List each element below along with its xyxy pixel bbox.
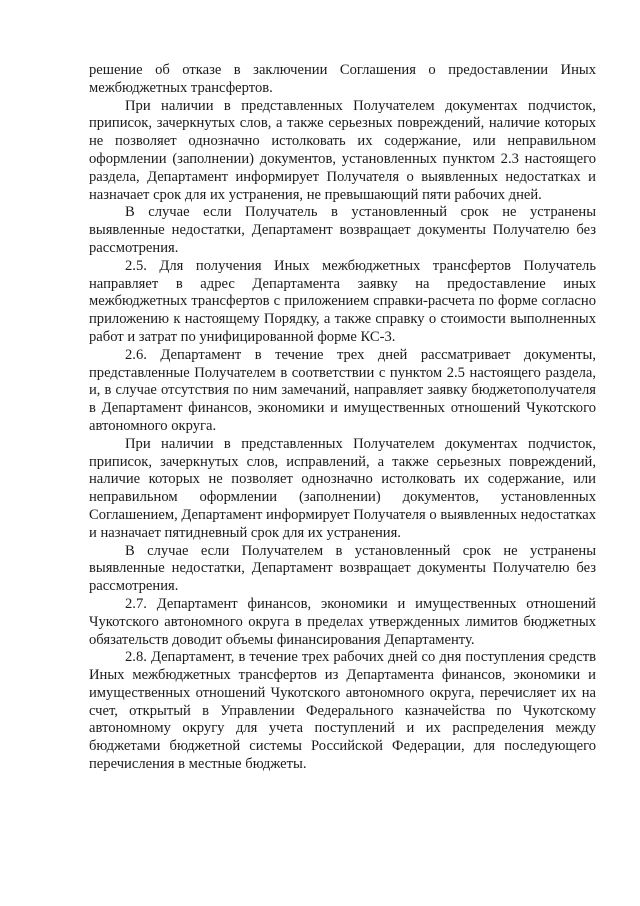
- paragraph-section-2-6: 2.6. Департамент в течение трех дней рассматривает документы, представленные Получателем в соответствии с пунктом 2.5 настоящего раздела, и, в случае отсутствия по ним замечаний, направляет заявку бюджетополучателя в Департамент финансов, экономики и имущественных отношений Чукотского автономного округа.: [89, 346, 596, 434]
- paragraph-section-2-5: 2.5. Для получения Иных межбюджетных трансфертов Получатель направляет в адрес Департамента заявку на предоставление иных межбюджетных трансфертов с приложением справки-расчета по форме согласно приложению к настоящему Порядку, а также справку о стоимости выполненных работ и затрат по унифицированной форме КС-3.: [89, 257, 596, 345]
- document-page: [89, 62, 596, 774]
- paragraph-return-documents-2: В случае если Получателем в установленный срок не устранены выявленные недостатки, Департамент возвращает документы Получателю без рассмотрения.: [89, 542, 596, 595]
- paragraph-defects-five-days: При наличии в представленных Получателем документах подчисток, приписок, зачеркнутых слов, исправлений, а также серьезных повреждений, наличие которых не позволяет однозначно истолковать их содержание, или неправильном оформлении (заполнении) документов, установленных Соглашением, Департамент информирует Получателя о выявленных недостатках и назначает пятидневный срок для их устранения.: [89, 435, 596, 541]
- paragraph-refusal-decision: решение об отказе в заключении Соглашения о предоставлении Иных межбюджетных трансфертов.: [89, 62, 596, 96]
- paragraph-document-defects: При наличии в представленных Получателем документах подчисток, приписок, зачеркнутых слов, а также серьезных повреждений, наличие которых не позволяет однозначно истолковать их содержание, или неправильном оформлении (заполнении) документов, установленных пунктом 2.3 настоящего раздела, Департамент информирует Получателя о выявленных недостатках и назначает срок для их устранения, не превышающий пяти рабочих дней.: [89, 97, 596, 203]
- paragraph-return-documents: В случае если Получатель в установленный срок не устранены выявленные недостатки, Департамент возвращает документы Получателю без рассмотрения.: [89, 204, 596, 256]
- paragraph-section-2-8: 2.8. Департамент, в течение трех рабочих дней со дня поступления средств Иных межбюджетных трансфертов из Департамента финансов, экономики и имущественных отношений Чукотского автономного округа, перечисляет их на счет, открытый в Управлении Федерального казначейства по Чукотскому автономному округу для учета поступлений и их распределения между бюджетами бюджетной системы Российской Федерации, для последующего перечисления в местные бюджеты.: [89, 649, 596, 773]
- paragraph-section-2-7: 2.7. Департамент финансов, экономики и имущественных отношений Чукотского автономного округа в пределах утвержденных лимитов бюджетных обязательств доводит объемы финансирования Департаменту.: [89, 595, 596, 648]
